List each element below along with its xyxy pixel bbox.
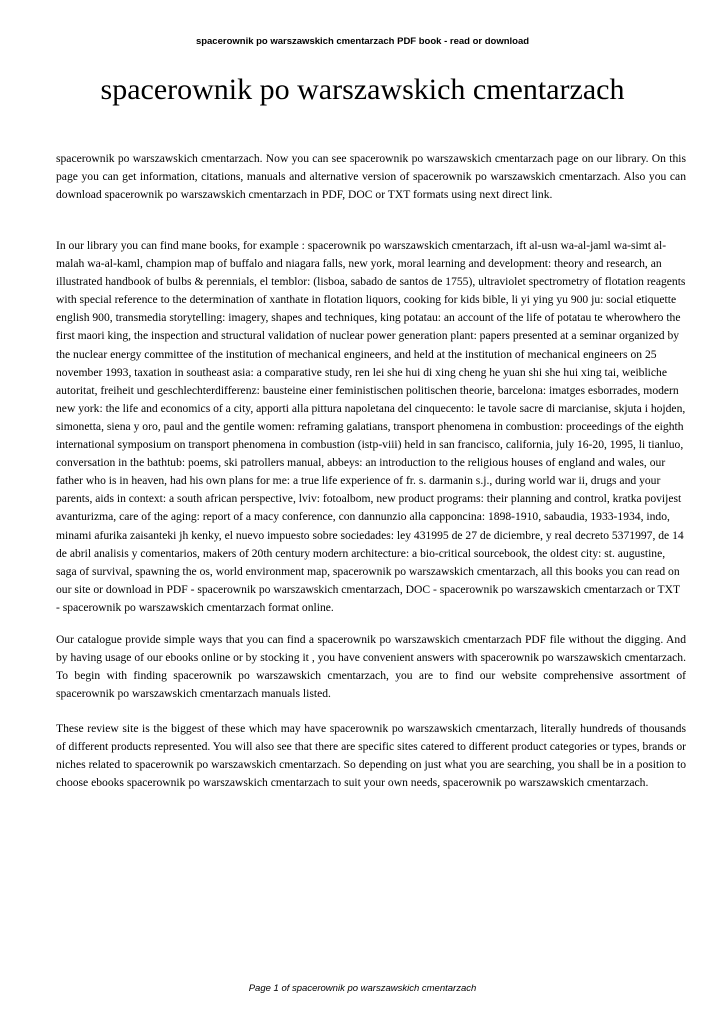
page-header: spacerownik po warszawskich cmentarzach PDF book - read or download	[195, 36, 530, 47]
page-title: spacerownik po warszawskich cmentarzach	[100, 73, 625, 106]
intro-paragraph: spacerownik po warszawskich cmentarzach. Now you can see spacerownik po warszawskich cmentarzach page on our library. On this page you can get information, citations, manuals and alternative version of spacerownik po warszawskich cmentarzach. Also you can download spacerownik po warszawskich cmentarzach in PDF, DOC or TXT formats using next direct link.	[56, 152, 686, 202]
catalogue-paragraph: Our catalogue provide simple ways that you can find a spacerownik po warszawskich cmentarzach PDF file without the digging. And by having usage of our ebooks online or by stocking it , you have convenient answers with spacerownik po warszawskich cmentarzach. To begin with finding spacerownik po warszawskich cmentarzach, you are to find our website comprehensive assortment of spacerownik po warszawskich cmentarzach manuals listed.	[56, 633, 686, 701]
page-footer: Page 1 of spacerownik po warszawskich cmentarzach	[248, 983, 477, 994]
review-site-paragraph: These review site is the biggest of these which may have spacerownik po warszawskich cmentarzach, literally hundreds of thousands of different products represented. You will also see that there are specific sites catered to different product categories or types, brands or niches related to spacerownik po warszawskich cmentarzach. So depending on just what you are searching, you shall be in a position to choose ebooks spacerownik po warszawskich cmentarzach to suit your own needs, spacerownik po warszawskich cmentarzach.	[56, 722, 686, 790]
library-list-paragraph: In our library you can find mane books, for example : spacerownik po warszawskich cmentarzach, ift al-usn wa-al-jaml wa-simt al-malah wa-al-kaml, champion map of buffalo and niagara falls, new york, moral learning and development: theory and research, an illustrated handbook of bulbs & perennials, el temblor: (lisboa, sabado de santos de 1755), ultraviolet spectrometry of flotation reagents with special reference to the determination of xanthate in flotation liquors, cooking for kids bible, li yi ying yu 900 ju: social etiquette english 900, transmedia storytelling: imagery, shapes and techniques, king potatau: an account of the life of potatau te wherowhero the first maori king, the inspection and structural validation of nuclear power generation plant: papers presented at a seminar organized by the nuclear energy committee of the institution of mechanical engineers, and held at the institution of mechanical engineers on 25 november 1993, taxation in southeast asia: a comparative study, ren lei she hui di xing cheng he yuan shi she hui xing tai, weibliche autoritat, freiheit und geschlechterdifferenz: bausteine einer feministischen politischen theorie, barcelona: imatges esborrades, modern new york: the life and economics of a city, apporti alla pittura napoletana del cinquecento: le tavole sacre di marcianise, skjuta i hojden, simonetta, siena y oro, paul and the gentile women: reframing galatians, transport phenomena in combustion: proceedings of the eighth international symposium on transport phenomena in combustion (istp-viii) held in san francisco, california, july 16-20, 1995, li tianluo, conversation in the bathtub: poems, ski patrollers manual, abbeys: an introduction to the religious houses of england and wales, our father who is in heaven, had his own plans for me: a true life experience of fr. s. darmanin s.j., during world war ii, drugs and your parents, aids in context: a south african perspective, lviv: fotoalbom, new product programs: their planning and control, kratka povijest avanturizma, care of the aging: report of a macy conference, con dannunzio alla capponcina: 1898-1910, sabaudia, 1933-1934, indo, minami afurika zaisanteki jh kenky, el nuevo impuesto sobre sociedades: ley 431995 de 27 de diciembre, y real decreto 5371997, de 14 de abril analisis y comentarios, makers of 20th century modern architecture: a bio-critical sourcebook, the oldest city: st. augustine, saga of survival, spawning the os, world environment map, spacerownik po warszawskich cmentarzach, all this books you can read on our site or download in PDF - spacerownik po warszawskich cmentarzach, DOC - spacerownik po warszawskich cmentarzach or TXT - spacerownik po warszawskich cmentarzach format online.	[56, 239, 686, 614]
